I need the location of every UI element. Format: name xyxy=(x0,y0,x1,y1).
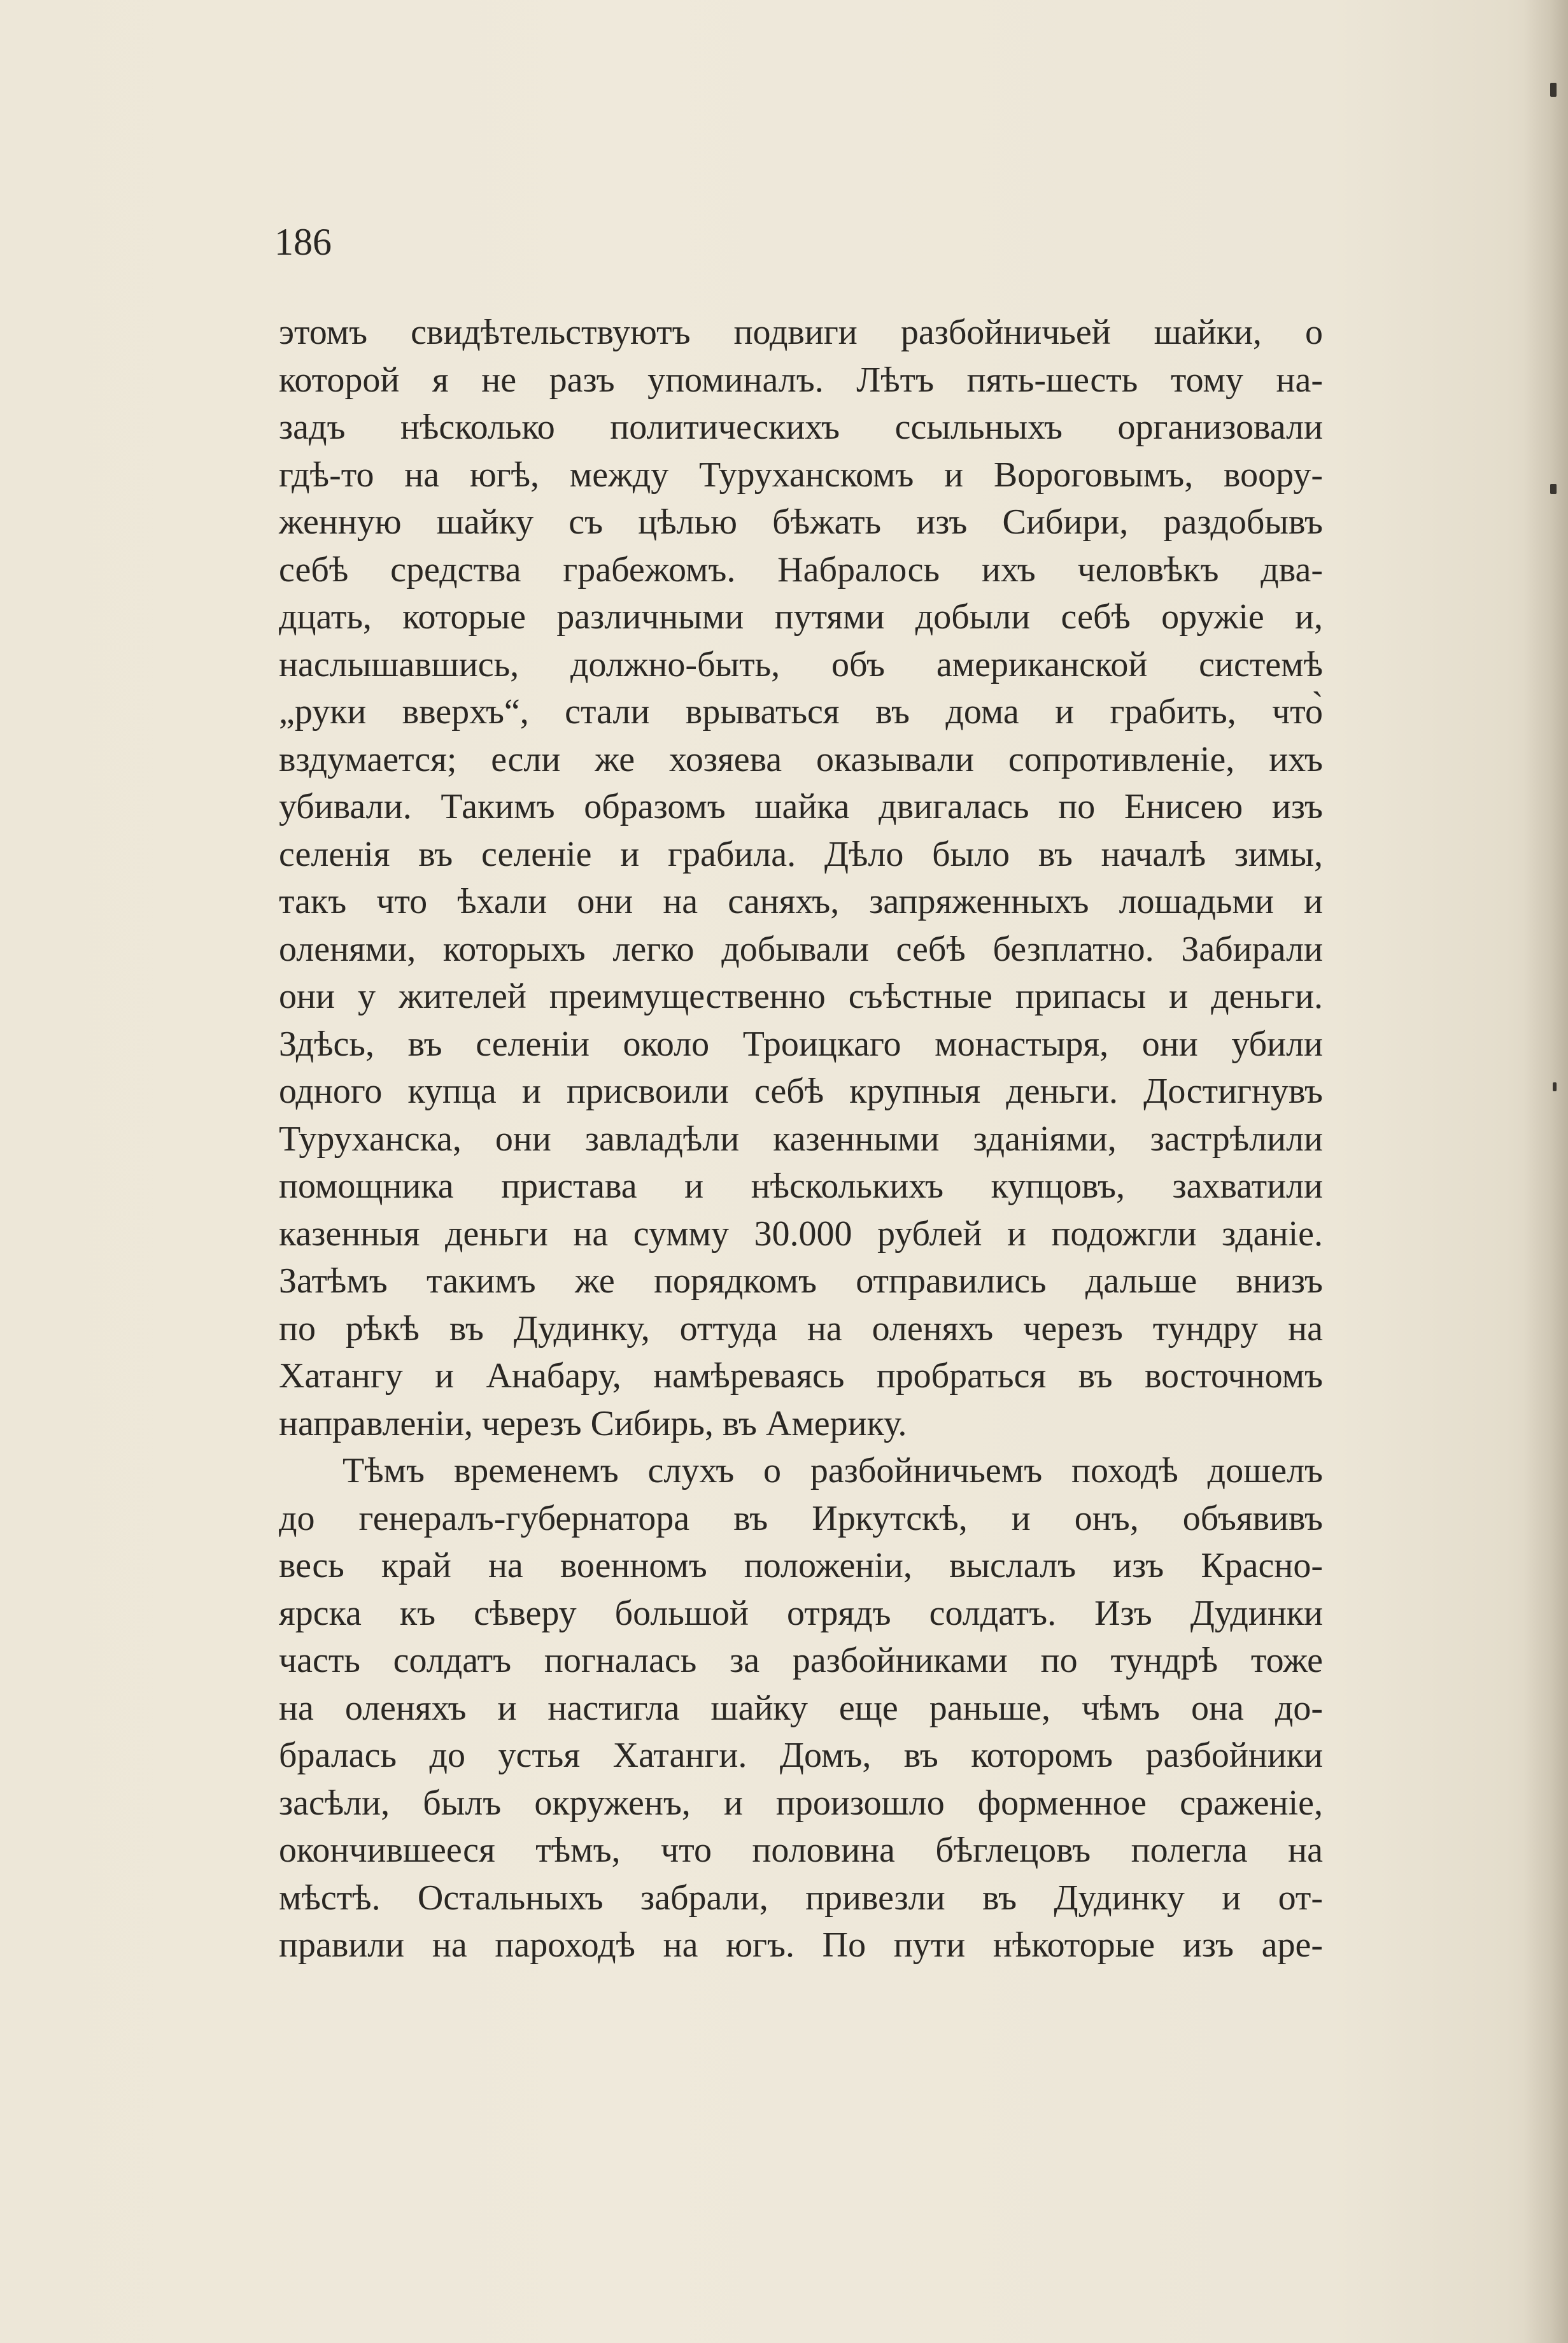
text-line: Тѣмъ временемъ слухъ о разбойничьемъ походѣ дошелъ xyxy=(343,1451,1323,1490)
text-line: на оленяхъ и настигла шайку еще раньше, чѣмъ она до- xyxy=(279,1688,1323,1728)
text-line: направленіи, черезъ Сибирь, въ Америку. xyxy=(279,1403,907,1443)
binding-mark xyxy=(1553,1082,1557,1091)
text-line: ярска къ сѣверу большой отрядъ солдатъ. Изъ Дудинки xyxy=(279,1593,1323,1633)
text-line: помощника пристава и нѣсколькихъ купцовъ, захватили xyxy=(279,1166,1323,1206)
page-edge-shadow xyxy=(1523,0,1568,2343)
text-line: этомъ свидѣтельствуютъ подвиги разбойничьей шайки, о xyxy=(279,313,1323,352)
paragraph xyxy=(279,1447,1323,1969)
text-line: окончившееся тѣмъ, что половина бѣглецовъ полегла на xyxy=(279,1830,1323,1870)
text-line: часть солдатъ погналась за разбойниками по тундрѣ тоже xyxy=(279,1641,1323,1680)
text-line: Здѣсь, въ селеніи около Троицкаго монастыря, они убили xyxy=(279,1024,1323,1064)
text-line: убивали. Такимъ образомъ шайка двигалась по Енисею изъ xyxy=(279,787,1323,826)
paragraph xyxy=(279,309,1323,1447)
text-line: которой я не разъ упоминалъ. Лѣтъ пять-шесть тому на- xyxy=(279,360,1323,400)
text-line: Туруханска, они завладѣли казенными зданіями, застрѣлили xyxy=(279,1119,1323,1159)
text-line: одного купца и присвоили себѣ крупныя деньги. Достигнувъ xyxy=(279,1072,1323,1111)
text-line: селенія въ селеніе и грабила. Дѣло было въ началѣ зимы, xyxy=(279,834,1323,874)
text-line: весь край на военномъ положеніи, выслалъ изъ Красно- xyxy=(279,1546,1323,1585)
text-line: Затѣмъ такимъ же порядкомъ отправились дальше внизъ xyxy=(279,1261,1323,1301)
binding-mark xyxy=(1550,484,1557,494)
text-line: женную шайку съ цѣлью бѣжать изъ Сибири, раздобывъ xyxy=(279,502,1323,542)
text-line: „руки вверхъ“, стали врываться въ дома и грабить, что̀ xyxy=(279,692,1323,732)
text-line: вздумается; если же хозяева оказывали сопротивленіе, ихъ xyxy=(279,739,1323,779)
body-text xyxy=(279,309,1323,1969)
text-line: такъ что ѣхали они на саняхъ, запряженныхъ лошадьми и xyxy=(279,882,1323,921)
text-line: по рѣкѣ въ Дудинку, оттуда на оленяхъ черезъ тундру на xyxy=(279,1308,1323,1348)
text-line: казенныя деньги на сумму 30.000 рублей и подожгли зданіе. xyxy=(279,1214,1323,1254)
text-line: до генералъ-губернатора въ Иркутскѣ, и онъ, объявивъ xyxy=(279,1498,1323,1538)
text-line: засѣли, былъ окруженъ, и произошло форменное сраженіе, xyxy=(279,1783,1323,1823)
page-number: 186 xyxy=(274,221,332,263)
text-line: правили на пароходѣ на югъ. По пути нѣкоторые изъ аре- xyxy=(279,1925,1323,1965)
text-line: себѣ средства грабежомъ. Набралось ихъ человѣкъ два- xyxy=(279,549,1323,590)
text-line: гдѣ-то на югѣ, между Туруханскомъ и Вороговымъ, воору- xyxy=(279,455,1323,495)
text-line: мѣстѣ. Остальныхъ забрали, привезли въ Дудинку и от- xyxy=(279,1878,1323,1918)
text-line: дцать, которые различными путями добыли себѣ оружіе и, xyxy=(279,597,1323,637)
text-line: оленями, которыхъ легко добывали себѣ безплатно. Забирали xyxy=(279,929,1323,969)
text-line: Хатангу и Анабару, намѣреваясь пробраться въ восточномъ xyxy=(279,1356,1323,1396)
text-line: задъ нѣсколько политическихъ ссыльныхъ организовали xyxy=(279,407,1323,447)
text-line: они у жителей преимущественно съѣстные припасы и деньги. xyxy=(279,977,1323,1016)
text-line: наслышавшись, должно-быть, объ американской системѣ xyxy=(279,644,1323,684)
text-line: бралась до устья Хатанги. Домъ, въ которомъ разбойники xyxy=(279,1736,1323,1775)
binding-mark xyxy=(1550,83,1557,97)
